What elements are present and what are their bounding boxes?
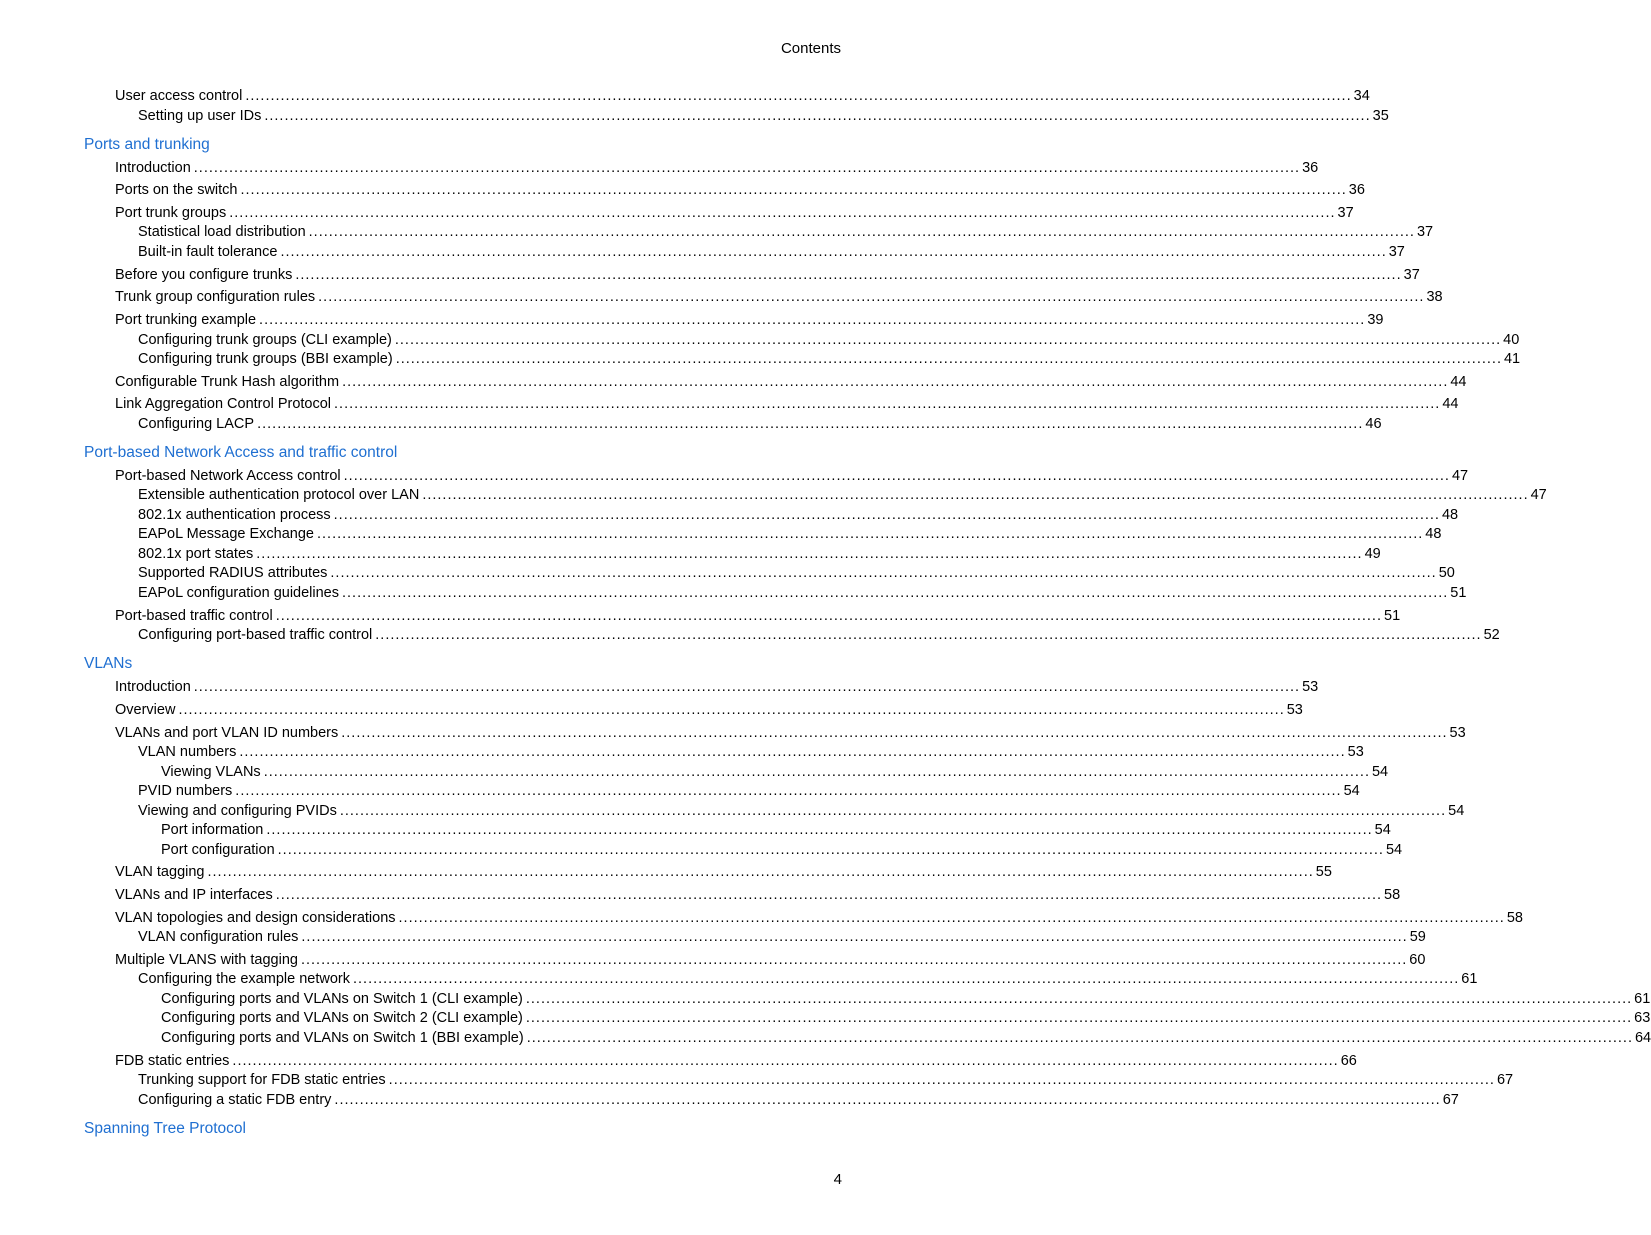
toc-entry-page: 58 bbox=[1506, 909, 1523, 926]
toc-dot-leader: ............................................................................................................................................................................................................................ bbox=[277, 841, 1384, 858]
toc-dot-leader: ............................................................................................................................................................................................................................ bbox=[232, 1052, 1339, 1069]
toc-entry[interactable] bbox=[138, 1091, 1459, 1112]
toc-entry-title: VLAN numbers bbox=[138, 744, 237, 760]
toc-dot-leader: ............................................................................................................................................................................................................................ bbox=[295, 266, 1402, 283]
toc-dot-leader: ............................................................................................................................................................................................................................ bbox=[333, 506, 1440, 523]
toc-entry-title: Configuring trunk groups (BBI example) bbox=[138, 351, 393, 367]
toc-dot-leader: ............................................................................................................................................................................................................................ bbox=[207, 864, 1314, 881]
toc-entry[interactable] bbox=[138, 783, 1360, 803]
toc-dot-leader: ............................................................................................................................................................................................................................ bbox=[394, 331, 1502, 348]
toc-entry-title: Introduction bbox=[115, 679, 191, 696]
toc-entry-page: 47 bbox=[1451, 467, 1469, 484]
toc-entry[interactable] bbox=[138, 506, 1459, 527]
toc-dot-leader: ............................................................................................................................................................................................................................ bbox=[245, 88, 1352, 104]
toc-entry-title: Configuring trunk groups (CLI example) bbox=[138, 331, 392, 348]
toc-dot-leader: ............................................................................................................................................................................................................................ bbox=[398, 909, 1505, 926]
toc-entry-title: Introduction bbox=[115, 159, 191, 176]
toc-entry-title: Built-in fault tolerance bbox=[138, 243, 278, 260]
toc-entry-title: 802.1x authentication process bbox=[138, 506, 331, 523]
toc-entry-page: 67 bbox=[1496, 1072, 1514, 1088]
toc-dot-leader: ............................................................................................................................................................................................................................ bbox=[229, 204, 1336, 221]
toc-entry-page: 51 bbox=[1450, 584, 1467, 601]
toc-entry-page: 46 bbox=[1365, 415, 1382, 432]
toc-dot-leader: ............................................................................................................................................................................................................................ bbox=[235, 783, 1342, 799]
toc-entry-title: VLAN topologies and design considerations bbox=[115, 909, 396, 926]
toc-section-link[interactable]: Port-based Network Access and traffic control bbox=[84, 443, 398, 461]
toc-dot-leader: ............................................................................................................................................................................................................................ bbox=[264, 107, 1371, 124]
toc-dot-leader: ............................................................................................................................................................................................................................ bbox=[525, 1010, 1633, 1027]
toc-dot-leader: ............................................................................................................................................................................................................................ bbox=[526, 1029, 1633, 1046]
toc-dot-leader: ............................................................................................................................................................................................................................ bbox=[395, 351, 1502, 367]
toc-entry-title: Configuring port-based traffic control bbox=[138, 627, 373, 644]
toc-entry-page: 38 bbox=[1426, 289, 1443, 306]
toc-entry[interactable] bbox=[115, 373, 1467, 394]
toc-entry-page: 44 bbox=[1450, 373, 1467, 390]
toc-entry[interactable] bbox=[138, 545, 1381, 566]
toc-entry-title: Configuring ports and VLANs on Switch 1 (CLI example) bbox=[161, 990, 523, 1007]
toc-dot-leader: ............................................................................................................................................................................................................................ bbox=[343, 467, 1450, 484]
toc-dot-leader: ............................................................................................................................................................................................................................ bbox=[341, 724, 1448, 741]
toc-dot-leader: ............................................................................................................................................................................................................................ bbox=[388, 1072, 1495, 1088]
toc-entry-page: 37 bbox=[1337, 204, 1354, 221]
toc-entry[interactable] bbox=[115, 289, 1443, 309]
page-number: 4 bbox=[833, 1171, 842, 1188]
toc-entry[interactable] bbox=[138, 331, 1520, 352]
toc-entry[interactable] bbox=[115, 679, 1319, 699]
toc-entry-title: Port-based traffic control bbox=[115, 607, 273, 624]
toc-entry[interactable] bbox=[115, 886, 1401, 907]
toc-entry-title: VLAN configuration rules bbox=[138, 929, 299, 946]
toc-entry[interactable] bbox=[138, 744, 1364, 764]
toc-entry-title: PVID numbers bbox=[138, 783, 233, 799]
toc-dot-leader: ............................................................................................................................................................................................................................ bbox=[240, 182, 1347, 199]
toc-entry-title: Configuring ports and VLANs on Switch 2 (CLI example) bbox=[161, 1010, 523, 1027]
toc-dot-leader: ............................................................................................................................................................................................................................ bbox=[275, 607, 1382, 624]
toc-entry-title: Viewing VLANs bbox=[161, 763, 261, 780]
toc-entry[interactable] bbox=[138, 224, 1434, 244]
toc-entry[interactable] bbox=[161, 1010, 1651, 1030]
toc-dot-leader: ............................................................................................................................................................................................................................ bbox=[352, 971, 1460, 988]
toc-entry[interactable] bbox=[115, 724, 1466, 745]
toc-entry-page: 58 bbox=[1384, 886, 1401, 903]
toc-entry-page: 35 bbox=[1372, 107, 1389, 124]
toc-dot-leader: ............................................................................................................................................................................................................................ bbox=[317, 526, 1424, 543]
toc-entry[interactable] bbox=[115, 864, 1332, 884]
toc-entry-title: Port trunk groups bbox=[115, 204, 227, 221]
toc-dot-leader: ............................................................................................................................................................................................................................ bbox=[256, 545, 1363, 562]
toc-entry-page: 60 bbox=[1409, 951, 1426, 968]
toc-entry[interactable] bbox=[161, 763, 1389, 784]
toc-entry[interactable] bbox=[138, 802, 1465, 823]
toc-entry-page: 37 bbox=[1403, 266, 1420, 283]
toc-entry-title: Configuring the example network bbox=[138, 971, 350, 988]
toc-entry[interactable] bbox=[161, 841, 1403, 862]
toc-entry[interactable] bbox=[138, 351, 1521, 371]
toc-dot-leader: ............................................................................................................................................................................................................................ bbox=[301, 929, 1408, 946]
toc-entry[interactable] bbox=[161, 822, 1391, 842]
toc-entry-page: 34 bbox=[1353, 88, 1370, 104]
toc-dot-leader: ............................................................................................................................................................................................................................ bbox=[334, 396, 1441, 413]
toc-entry[interactable] bbox=[115, 701, 1303, 722]
toc-entry[interactable] bbox=[138, 487, 1547, 507]
toc-entry[interactable] bbox=[115, 909, 1523, 930]
toc-dot-leader: ............................................................................................................................................................................................................................ bbox=[259, 312, 1366, 328]
toc-entry-page: 54 bbox=[1385, 841, 1403, 858]
toc-entry-page: 54 bbox=[1343, 783, 1360, 799]
toc-entry[interactable] bbox=[115, 607, 1401, 628]
toc-entry[interactable] bbox=[138, 971, 1478, 991]
toc-entry-page: 39 bbox=[1367, 312, 1384, 328]
toc-entry-page: 44 bbox=[1442, 396, 1459, 413]
toc-dot-leader: ............................................................................................................................................................................................................................ bbox=[263, 763, 1370, 780]
toc-entry-title: Statistical load distribution bbox=[138, 224, 306, 241]
toc-entry-page: 53 bbox=[1286, 701, 1303, 718]
toc-entry[interactable] bbox=[138, 243, 1405, 264]
toc-entry-page: 53 bbox=[1302, 679, 1319, 696]
toc-entry-title: Configuring a static FDB entry bbox=[138, 1091, 332, 1108]
toc-entry[interactable] bbox=[161, 990, 1651, 1011]
toc-entry-title: Overview bbox=[115, 701, 176, 718]
toc-entry-page: 66 bbox=[1340, 1052, 1357, 1069]
toc-entry-title: User access control bbox=[115, 88, 243, 104]
toc-dot-leader: ............................................................................................................................................................................................................................ bbox=[339, 802, 1447, 819]
toc-entry[interactable] bbox=[138, 1072, 1514, 1092]
toc-entry-title: Port information bbox=[161, 822, 264, 838]
toc-dot-leader: ............................................................................................................................................................................................................................ bbox=[318, 289, 1425, 306]
toc-section-link[interactable]: Spanning Tree Protocol bbox=[84, 1119, 246, 1137]
toc-entry-page: 61 bbox=[1634, 990, 1651, 1007]
running-header: Contents bbox=[780, 40, 841, 57]
toc-entry-title: 802.1x port states bbox=[138, 545, 254, 562]
toc-entry-title: VLANs and port VLAN ID numbers bbox=[115, 724, 339, 741]
toc-entry-page: 36 bbox=[1302, 159, 1319, 176]
toc-entry-title: VLAN tagging bbox=[115, 864, 205, 881]
toc-entry-title: Multiple VLANS with tagging bbox=[115, 951, 298, 968]
toc-entry[interactable] bbox=[115, 312, 1384, 332]
toc-entry-page: 48 bbox=[1425, 526, 1442, 543]
toc-entry-title: EAPoL Message Exchange bbox=[138, 526, 314, 543]
toc-entry-page: 61 bbox=[1461, 971, 1478, 988]
toc-entry-page: 54 bbox=[1374, 822, 1391, 838]
toc-entry-title: FDB static entries bbox=[115, 1052, 230, 1069]
toc-entry-page: 53 bbox=[1347, 744, 1364, 760]
toc-dot-leader: ............................................................................................................................................................................................................................ bbox=[330, 565, 1437, 582]
toc-entry-title: Supported RADIUS attributes bbox=[138, 565, 328, 582]
toc-entry-page: 48 bbox=[1441, 506, 1459, 523]
toc-entry-title: VLANs and IP interfaces bbox=[115, 886, 273, 903]
toc-dot-leader: ............................................................................................................................................................................................................................ bbox=[178, 701, 1285, 718]
toc-entry[interactable] bbox=[115, 182, 1365, 202]
toc-dot-leader: ............................................................................................................................................................................................................................ bbox=[525, 990, 1633, 1007]
toc-dot-leader: ............................................................................................................................................................................................................................ bbox=[375, 627, 1482, 644]
toc-entry-title: Setting up user IDs bbox=[138, 107, 262, 124]
toc-entry-title: Port trunking example bbox=[115, 312, 257, 328]
toc-entry[interactable] bbox=[138, 627, 1500, 647]
toc-entry[interactable] bbox=[115, 1052, 1357, 1073]
toc-entry-page: 67 bbox=[1442, 1091, 1459, 1108]
toc-entry-page: 40 bbox=[1503, 331, 1520, 348]
toc-entry-title: Configuring LACP bbox=[138, 415, 255, 432]
toc-entry-page: 59 bbox=[1409, 929, 1426, 946]
toc-entry-title: Ports on the switch bbox=[115, 182, 238, 199]
toc-dot-leader: ............................................................................................................................................................................................................................ bbox=[300, 951, 1408, 968]
toc-dot-leader: ............................................................................................................................................................................................................................ bbox=[422, 487, 1529, 504]
toc-dot-leader: ............................................................................................................................................................................................................................ bbox=[239, 744, 1346, 760]
toc-entry-page: 41 bbox=[1503, 351, 1521, 367]
toc-entry-title: Port-based Network Access control bbox=[115, 467, 341, 484]
toc-entry[interactable] bbox=[138, 107, 1389, 128]
toc-entry-page: 51 bbox=[1384, 607, 1401, 624]
toc-entry[interactable] bbox=[115, 266, 1420, 287]
toc-dot-leader: ............................................................................................................................................................................................................................ bbox=[275, 886, 1383, 903]
toc-entry[interactable] bbox=[138, 929, 1426, 949]
toc-entry-title: EAPoL configuration guidelines bbox=[138, 584, 339, 601]
toc-dot-leader: ............................................................................................................................................................................................................................ bbox=[257, 415, 1364, 432]
toc-entry-page: 52 bbox=[1483, 627, 1500, 644]
toc-entry[interactable] bbox=[115, 88, 1370, 108]
toc-entry-title: Configurable Trunk Hash algorithm bbox=[115, 373, 340, 390]
toc-entry-page: 64 bbox=[1634, 1029, 1651, 1046]
toc-entry[interactable] bbox=[115, 951, 1426, 972]
toc-entry-title: Configuring ports and VLANs on Switch 1 (BBI example) bbox=[161, 1029, 524, 1046]
toc-entry[interactable] bbox=[138, 584, 1467, 605]
toc-dot-leader: ............................................................................................................................................................................................................................ bbox=[334, 1091, 1441, 1108]
toc-dot-leader: ............................................................................................................................................................................................................................ bbox=[342, 373, 1449, 390]
toc-entry-page: 37 bbox=[1388, 243, 1405, 260]
toc-entry-page: 36 bbox=[1348, 182, 1365, 199]
toc-entry[interactable] bbox=[138, 526, 1442, 546]
toc-entry[interactable] bbox=[138, 415, 1382, 436]
toc-entry-title: Port configuration bbox=[161, 841, 275, 858]
toc-entry-page: 55 bbox=[1315, 864, 1332, 881]
toc-entry-title: Trunk group configuration rules bbox=[115, 289, 316, 306]
toc-dot-leader: ............................................................................................................................................................................................................................ bbox=[193, 679, 1301, 696]
toc-entry[interactable] bbox=[115, 204, 1354, 225]
toc-entry[interactable] bbox=[161, 1029, 1651, 1050]
toc-entry[interactable] bbox=[115, 159, 1319, 180]
toc-dot-leader: ............................................................................................................................................................................................................................ bbox=[280, 243, 1387, 260]
toc-entry[interactable] bbox=[115, 467, 1469, 488]
toc-entry-page: 50 bbox=[1438, 565, 1455, 582]
toc-dot-leader: ............................................................................................................................................................................................................................ bbox=[342, 584, 1449, 601]
toc-entry-page: 54 bbox=[1448, 802, 1465, 819]
toc-dot-leader: ............................................................................................................................................................................................................................ bbox=[193, 159, 1301, 176]
toc-entry-page: 49 bbox=[1364, 545, 1381, 562]
toc-section-link[interactable]: VLANs bbox=[84, 655, 133, 673]
toc-entry-page: 47 bbox=[1530, 487, 1547, 504]
toc-entry-title: Extensible authentication protocol over LAN bbox=[138, 487, 420, 504]
toc-entry-page: 54 bbox=[1371, 763, 1389, 780]
toc-dot-leader: ............................................................................................................................................................................................................................ bbox=[308, 224, 1415, 241]
toc-dot-leader: ............................................................................................................................................................................................................................ bbox=[266, 822, 1373, 838]
toc-entry-title: Link Aggregation Control Protocol bbox=[115, 396, 332, 413]
toc-section-link[interactable]: Ports and trunking bbox=[84, 135, 210, 153]
toc-entry[interactable] bbox=[115, 396, 1459, 416]
toc-entry-page: 37 bbox=[1416, 224, 1434, 241]
toc-entry-page: 63 bbox=[1634, 1010, 1651, 1027]
toc-entry-title: Trunking support for FDB static entries bbox=[138, 1072, 386, 1088]
toc-entry[interactable] bbox=[138, 565, 1455, 585]
toc-entry-page: 53 bbox=[1449, 724, 1466, 741]
toc-entry-title: Viewing and configuring PVIDs bbox=[138, 802, 337, 819]
toc-entry-title: Before you configure trunks bbox=[115, 266, 293, 283]
